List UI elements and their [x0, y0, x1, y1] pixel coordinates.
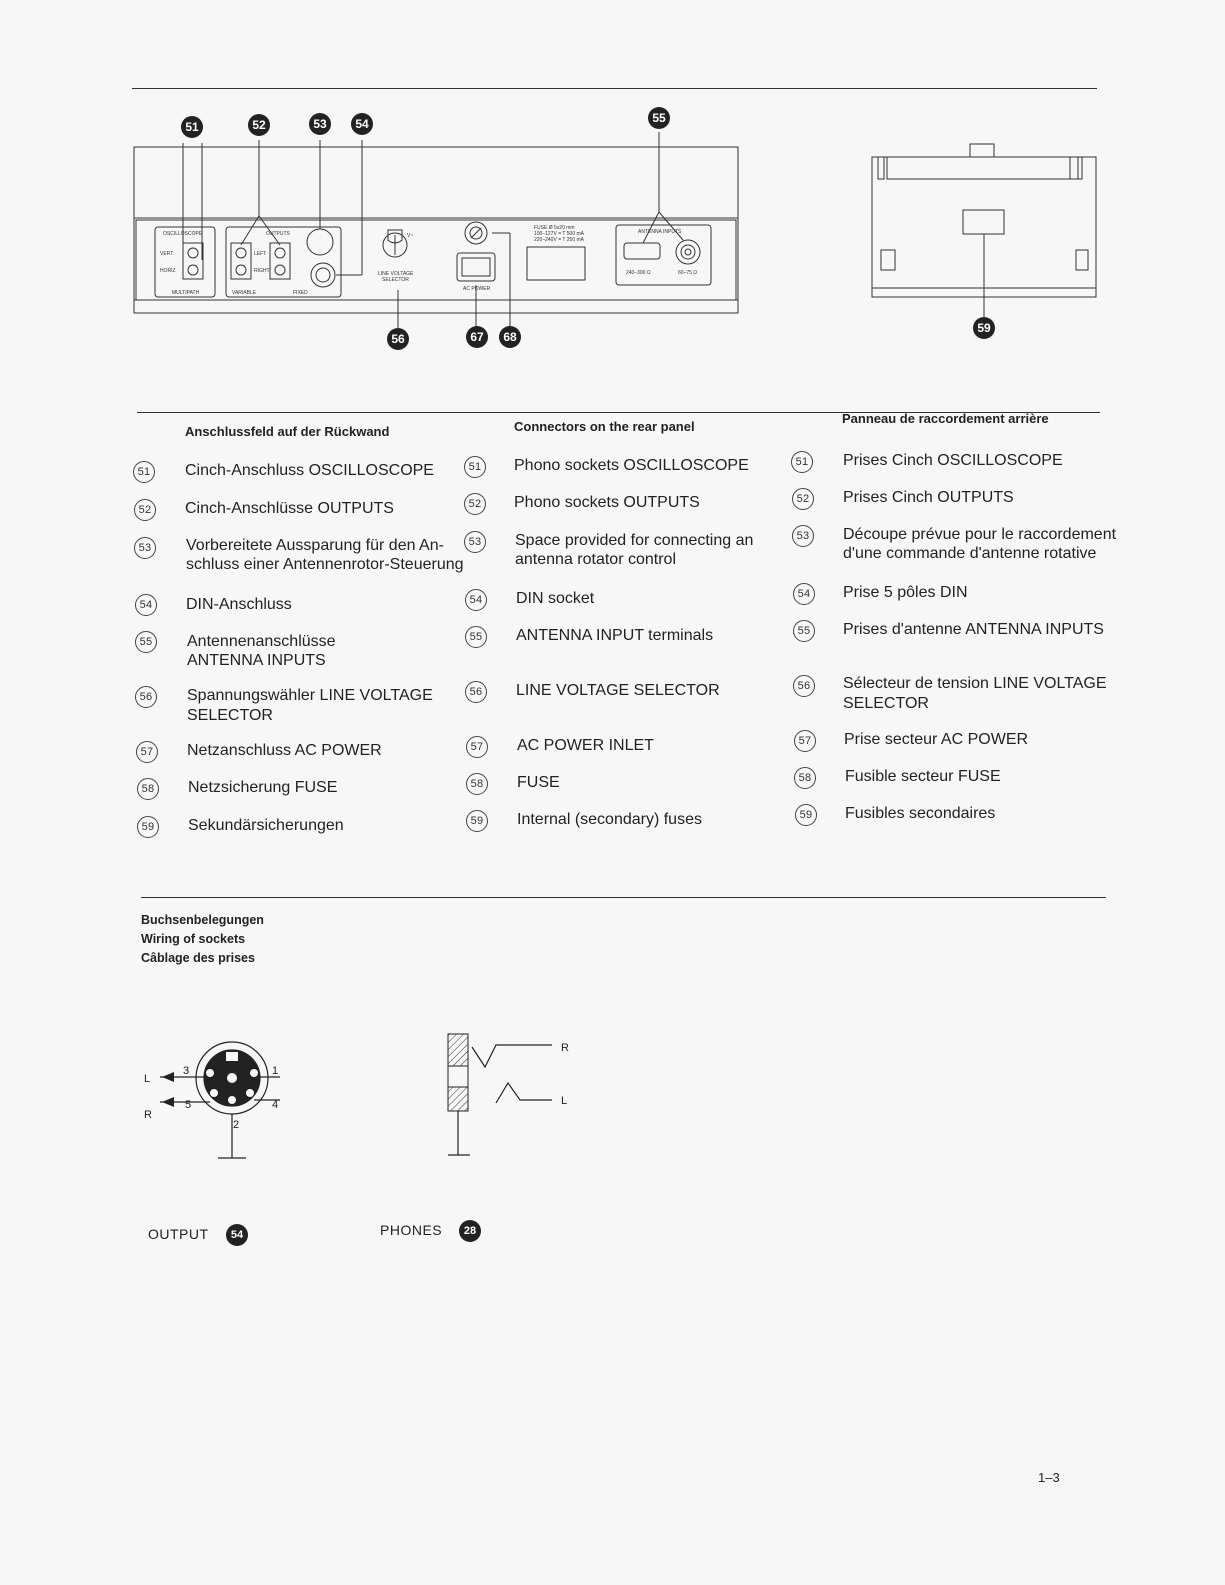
- lbl-ohm75: 60–75 Ω: [678, 270, 698, 276]
- list-item: [793, 620, 815, 642]
- item-text: Spannungswähler LINE VOLTAGE: [187, 687, 433, 704]
- item-number: 52: [134, 499, 156, 521]
- din-pin-3: 3: [183, 1065, 190, 1077]
- lbl-v: V~: [407, 233, 414, 239]
- din-label-l: L: [144, 1073, 151, 1085]
- lbl-left: LEFT: [254, 251, 267, 257]
- callout-67: 67: [470, 330, 484, 344]
- item-number: 51: [133, 461, 155, 483]
- lbl-outputs: OUTPUTS: [266, 231, 290, 237]
- item-text: Antennenanschlüsse: [187, 633, 336, 650]
- phones-label-l: L: [561, 1095, 568, 1107]
- callout-55: 55: [652, 111, 666, 125]
- item-text: Découpe prévue pour le raccordement: [843, 526, 1117, 543]
- heading-fr: Panneau de raccordement arrière: [842, 411, 1049, 426]
- item-text-line2: SELECTOR: [187, 707, 273, 724]
- item-number: 59: [137, 816, 159, 838]
- phones-label-r: R: [561, 1042, 569, 1054]
- item-text-line2: antenna rotator control: [515, 551, 676, 568]
- rear-panel-diagram: [0, 100, 1225, 360]
- item-text: Vorbereitete Aussparung für den An-: [186, 537, 444, 554]
- list-item: [465, 681, 487, 703]
- lbl-horiz: HORIZ: [160, 268, 176, 274]
- item-text: Prises d'antenne ANTENNA INPUTS: [843, 621, 1104, 638]
- lbl-vert: VERT: [160, 251, 174, 257]
- phones-jack-diagram: [430, 1025, 590, 1170]
- item-number: 51: [791, 451, 813, 473]
- item-number: 56: [465, 681, 487, 703]
- item-text-line2: d'une commande d'antenne rotative: [843, 545, 1097, 562]
- lbl-selector: SELECTOR: [382, 277, 409, 283]
- list-item: [135, 631, 157, 653]
- item-text: Fusible secteur FUSE: [845, 768, 1001, 785]
- item-number: 59: [795, 804, 817, 826]
- callout-68: 68: [503, 330, 517, 344]
- list-item: [134, 537, 156, 559]
- list-item: [464, 531, 486, 553]
- item-text: AC POWER INLET: [517, 737, 654, 754]
- item-number: 57: [466, 736, 488, 758]
- item-number: 53: [134, 537, 156, 559]
- list-item: [465, 626, 487, 648]
- din-pin-5: 5: [185, 1099, 192, 1111]
- callout-52: 52: [252, 118, 266, 132]
- list-item: [794, 730, 816, 752]
- item-text: ANTENNA INPUT terminals: [516, 627, 714, 644]
- item-text: Cinch-Anschlüsse OUTPUTS: [185, 500, 394, 517]
- item-text: DIN-Anschluss: [186, 596, 292, 613]
- item-text: Netzsicherung FUSE: [188, 779, 338, 796]
- item-text-line2: schluss einer Antennenrotor-Steuerung: [186, 556, 464, 573]
- list-item: [792, 488, 814, 510]
- item-text: FUSE: [517, 774, 560, 791]
- output-caption: OUTPUT: [148, 1226, 209, 1242]
- list-item: [793, 583, 815, 605]
- item-text-line2: SELECTOR: [843, 695, 929, 712]
- callout-56: 56: [391, 332, 405, 346]
- lbl-ac-power: AC POWER: [463, 286, 491, 292]
- item-text: Netzanschluss AC POWER: [187, 742, 382, 759]
- list-item: [795, 804, 817, 826]
- callout-53: 53: [313, 117, 327, 131]
- list-item: [137, 778, 159, 800]
- item-number: 58: [466, 773, 488, 795]
- item-number: 55: [135, 631, 157, 653]
- output-badge: 54: [226, 1224, 248, 1246]
- item-text: Prise secteur AC POWER: [844, 731, 1029, 748]
- lbl-variable: VARIABLE: [232, 290, 257, 296]
- item-text: Internal (secondary) fuses: [517, 811, 702, 828]
- lbl-line-voltage: LINE VOLTAGE: [378, 271, 414, 277]
- item-number: 54: [465, 589, 487, 611]
- list-item: [464, 456, 486, 478]
- item-number: 54: [793, 583, 815, 605]
- heading-en: Connectors on the rear panel: [514, 419, 695, 434]
- list-item: [464, 493, 486, 515]
- item-number: 53: [464, 531, 486, 553]
- top-rule: [132, 88, 1097, 89]
- item-text: Prises Cinch OSCILLOSCOPE: [843, 452, 1063, 469]
- list-item: [466, 736, 488, 758]
- lbl-multipath: MULTIPATH: [172, 290, 200, 296]
- lbl-antenna-inputs: ANTENNA INPUTS: [638, 229, 682, 235]
- lbl-fuse: FUSE Ø 5x20 mm: [534, 225, 575, 231]
- callout-51: 51: [185, 120, 199, 134]
- list-item: [793, 675, 815, 697]
- list-item: [466, 810, 488, 832]
- item-text: Space provided for connecting an: [515, 532, 754, 549]
- lbl-fixed: FIXED: [293, 290, 308, 296]
- lbl-fuse-line2: 220–240V = T 250 mA: [534, 237, 584, 243]
- list-item: [466, 773, 488, 795]
- lbl-right: RIGHT: [254, 268, 270, 274]
- item-number: 55: [793, 620, 815, 642]
- item-number: 52: [464, 493, 486, 515]
- item-number: 58: [137, 778, 159, 800]
- din-pin-1: 1: [272, 1065, 279, 1077]
- page-number: 1–3: [1038, 1470, 1060, 1485]
- list-item: [792, 525, 814, 547]
- item-number: 52: [792, 488, 814, 510]
- wiring-heading: [141, 911, 264, 968]
- wiring-heading-en: Wiring of sockets: [141, 932, 246, 946]
- item-number: 54: [135, 594, 157, 616]
- item-number: 57: [136, 741, 158, 763]
- item-number: 56: [135, 686, 157, 708]
- callout-54: 54: [355, 117, 369, 131]
- din-socket-diagram: [130, 1030, 310, 1170]
- heading-de: Anschlussfeld auf der Rückwand: [185, 424, 390, 439]
- list-item: [465, 589, 487, 611]
- din-pin-4: 4: [272, 1099, 279, 1111]
- item-text-line2: ANTENNA INPUTS: [187, 652, 326, 669]
- item-text: Fusibles secondaires: [845, 805, 996, 822]
- item-number: 53: [792, 525, 814, 547]
- item-text: DIN socket: [516, 590, 595, 607]
- item-number: 55: [465, 626, 487, 648]
- list-item: [136, 741, 158, 763]
- lbl-ohm300: 240–300 Ω: [626, 270, 651, 276]
- list-item: [794, 767, 816, 789]
- list-item: [791, 451, 813, 473]
- item-number: 57: [794, 730, 816, 752]
- item-text: Cinch-Anschluss OSCILLOSCOPE: [185, 462, 434, 479]
- item-text: Prises Cinch OUTPUTS: [843, 489, 1014, 506]
- item-text: Phono sockets OUTPUTS: [514, 494, 700, 511]
- din-label-r: R: [144, 1109, 152, 1121]
- wiring-heading-de: Buchsenbelegungen: [141, 913, 264, 927]
- wiring-heading-fr: Câblage des prises: [141, 951, 255, 965]
- list-item: [134, 499, 156, 521]
- list-item: [137, 816, 159, 838]
- item-text: Sélecteur de tension LINE VOLTAGE: [843, 675, 1107, 692]
- item-text: LINE VOLTAGE SELECTOR: [516, 682, 720, 699]
- list-item: [135, 686, 157, 708]
- item-text: Phono sockets OSCILLOSCOPE: [514, 457, 749, 474]
- callout-59: 59: [977, 321, 991, 335]
- item-number: 58: [794, 767, 816, 789]
- item-text: Sekundärsicherungen: [188, 817, 344, 834]
- item-text: Prise 5 pôles DIN: [843, 584, 968, 601]
- wiring-rule: [141, 897, 1106, 898]
- list-item: [133, 461, 155, 483]
- din-pin-2: 2: [233, 1119, 240, 1131]
- phones-caption: PHONES: [380, 1222, 443, 1238]
- list-item: [135, 594, 157, 616]
- item-number: 59: [466, 810, 488, 832]
- phones-badge: 28: [459, 1220, 481, 1242]
- item-number: 51: [464, 456, 486, 478]
- item-number: 56: [793, 675, 815, 697]
- lbl-fuse-line1: 100–127V = T 500 mA: [534, 231, 584, 237]
- lbl-oscilloscope: OSCILLOSCOPE: [163, 231, 203, 237]
